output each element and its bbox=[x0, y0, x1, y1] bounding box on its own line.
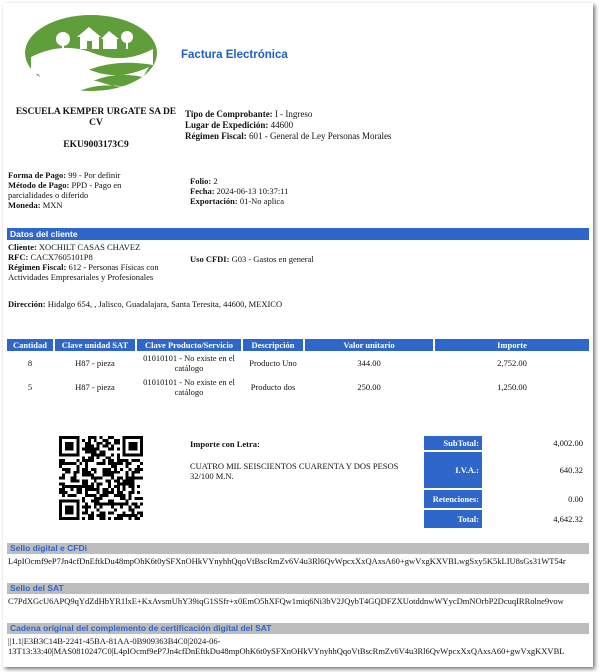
col-cantidad: Cantidad bbox=[7, 339, 53, 351]
row-clave: 01010101 - No existe en el catálogo bbox=[143, 353, 235, 373]
retenciones-value: 0.00 bbox=[568, 494, 583, 504]
regimen-fiscal-emisor: Régimen Fiscal: 601 - General de Ley Personas Morales bbox=[185, 131, 392, 141]
cliente-info bbox=[8, 242, 168, 282]
col-valor-unitario: Valor unitario bbox=[305, 339, 433, 351]
exportacion: Exportación: 01-No aplica bbox=[190, 196, 284, 206]
cliente-rfc: RFC: CACX7605101P8 bbox=[8, 252, 93, 262]
issuer-name: ESCUELA KEMPER URGATE SA DE CV bbox=[15, 107, 177, 128]
row-descripcion: Producto Uno bbox=[249, 358, 297, 368]
comprobante-info bbox=[185, 109, 585, 142]
col-clave-unidad: Clave unidad SAT bbox=[55, 339, 135, 351]
forma-pago: Forma de Pago: 99 - Por definir bbox=[8, 170, 121, 180]
row-importe: 1,250.00 bbox=[497, 382, 527, 392]
sello-cfdi-header: Sello digital e CFDi bbox=[7, 543, 589, 554]
metodo-pago: Método de Pago: PPD - Pago en parcialidades o diferido bbox=[8, 180, 122, 200]
sello-sat-value: C7PdXGcU6APQ9qYdZdHbYR1lxE+KxAvsmUhY39iqG1SSfr+x0EmO5hXFQw1miq6Ni3bV2JQybT4GQDFZXUotddnwWYycDmNOrbP2DcuqIRRolne9vow bbox=[8, 596, 564, 606]
cliente-direccion: Dirección: Hidalgo 654, , Jalisco, Guadalajara, Santa Teresita, 44600, MEXICO bbox=[8, 299, 283, 309]
cliente-nombre: Cliente: XOCHILT CASAS CHAVEZ bbox=[8, 242, 141, 252]
row-valor: 344.00 bbox=[357, 358, 381, 368]
uso-cfdi: Uso CFDI: G03 - Gastos en general bbox=[190, 254, 314, 264]
col-importe: Importe bbox=[435, 339, 589, 351]
importe-letra-label: Importe con Letra: bbox=[190, 439, 260, 449]
row-importe: 2,752.00 bbox=[497, 358, 527, 368]
iva-value: 640.32 bbox=[559, 465, 583, 475]
sello-sat-header: Sello del SAT bbox=[7, 583, 589, 594]
document-title: Factura Electrónica bbox=[181, 49, 288, 61]
lugar-expedicion: Lugar de Expedición: 44600 bbox=[185, 120, 294, 130]
cadena-original-line1: ||1.1|E3B3C14B-2241-45BA-81AA-0B909363B4C0|2024-06- bbox=[8, 636, 221, 646]
row-unidad: H87 - pieza bbox=[75, 358, 115, 368]
total-label: Total: bbox=[424, 510, 482, 528]
row-valor: 250.00 bbox=[357, 382, 381, 392]
total-value: 4,642.32 bbox=[553, 514, 583, 524]
cliente-regimen: Régimen Fiscal: 612 - Personas Físicas con Actividades Empresariales y Profesionales bbox=[8, 262, 159, 282]
moneda: Moneda: MXN bbox=[8, 200, 63, 210]
folio: Folio: 2 bbox=[190, 176, 218, 186]
col-clave-producto: Clave Producto/Servicio bbox=[137, 339, 241, 351]
subtotal-label: SubTotal: bbox=[424, 436, 482, 450]
tipo-comprobante: Tipo de Comprobante: I - Ingreso bbox=[185, 109, 313, 119]
row-cantidad: 5 bbox=[27, 382, 33, 392]
subtotal-value: 4,002.00 bbox=[553, 438, 583, 448]
row-descripcion: Producto dos bbox=[250, 382, 296, 392]
folio-info bbox=[190, 176, 410, 206]
row-clave: 01010101 - No existe en el catálogo bbox=[143, 377, 235, 397]
cadena-original-line2: 13T13:33:40|MAS0810247C0|L4pIOcmf9eP7Jn4cfDnEftkDu48mpOhK6t0ySFXnOHkVYnyhhQqoVtBscRmZv6V4u3Rl6QvWpcxXxQAxsA60+gwVxgKXVBL bbox=[8, 646, 565, 656]
sello-cfdi-value: L4pIOcmf9eP7Jn4cfDnEftkDu48mpOhK6t0ySFXnOHkVYnyhhQqoVtBscRmZv6V4u3Rl6QvWpcxXxQAxsA60+gwVxgKXVBLwgSxy5K5kLIU8sGs31WT54r bbox=[8, 556, 566, 566]
row-unidad: H87 - pieza bbox=[75, 382, 115, 392]
cliente-section-header: Datos del cliente bbox=[7, 228, 589, 240]
fecha: Fecha: 2024-06-13 10:37:11 bbox=[190, 186, 289, 196]
invoice-page bbox=[3, 3, 593, 667]
pago-info bbox=[8, 170, 138, 210]
cadena-original-header: Cadena original del complemento de certificación digital del SAT bbox=[7, 623, 589, 634]
farm-landscape-logo bbox=[23, 13, 159, 93]
importe-letra-value: CUATRO MIL SEISCIENTOS CUARENTA Y DOS PESOS 32/100 M.N. bbox=[190, 461, 399, 481]
qr-code bbox=[59, 436, 143, 520]
col-descripcion: Descripción bbox=[243, 339, 303, 351]
iva-label: I.V.A.: bbox=[424, 452, 482, 488]
retenciones-label: Retenciones: bbox=[424, 490, 482, 508]
issuer-rfc: EKU9003173C9 bbox=[63, 140, 129, 150]
row-cantidad: 8 bbox=[27, 358, 33, 368]
